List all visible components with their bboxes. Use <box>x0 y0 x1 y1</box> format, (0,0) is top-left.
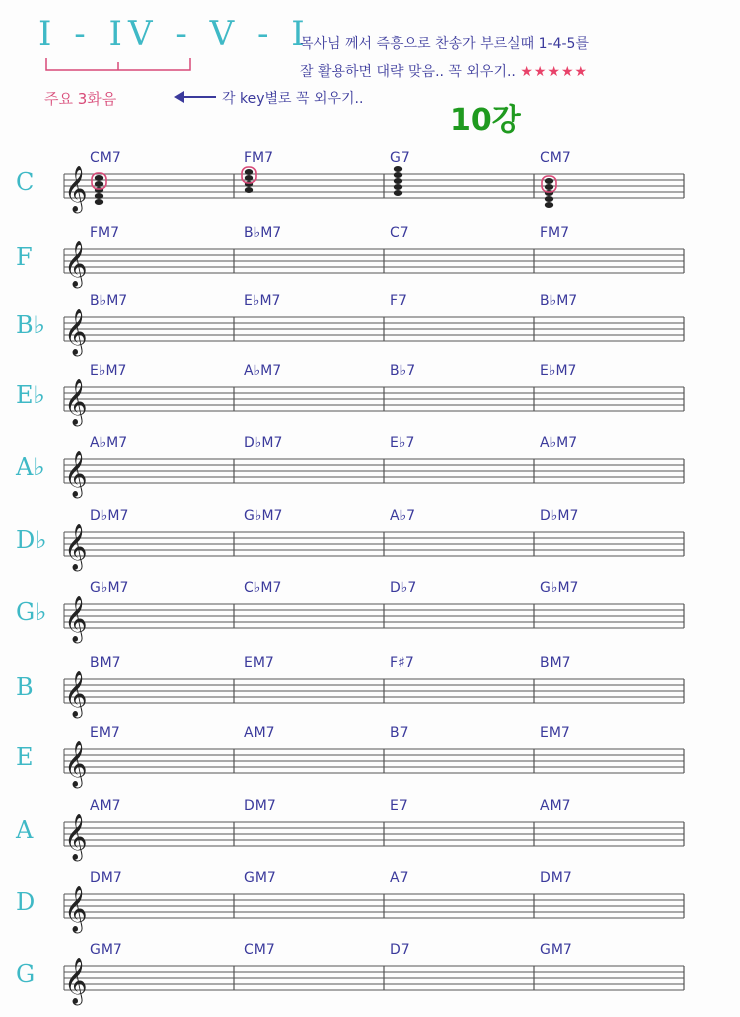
chord-symbol: A7 <box>390 870 409 886</box>
treble-clef-icon: 𝄞 <box>64 309 88 355</box>
chord-note <box>545 202 553 208</box>
chord-note <box>545 196 553 202</box>
chord-symbol: A♭M7 <box>540 435 578 451</box>
chord-symbol: D♭M7 <box>540 508 579 524</box>
chord-note <box>394 172 402 178</box>
chord-note <box>95 175 103 181</box>
chord-symbol: G7 <box>390 150 410 166</box>
key-label: G <box>16 960 36 988</box>
chord-note <box>394 166 402 172</box>
chord-symbol: F♯7 <box>390 655 414 671</box>
main-triads-label: 주요 3화음 <box>44 90 117 108</box>
key-label: E♭ <box>16 381 45 409</box>
chord-symbol: CM7 <box>540 150 571 166</box>
staff-row <box>0 150 740 220</box>
chord-symbol: G♭M7 <box>244 508 283 524</box>
key-label: D♭ <box>16 526 47 554</box>
chord-symbol: G♭M7 <box>90 580 129 596</box>
chord-symbol: FM7 <box>540 225 570 241</box>
key-label: F <box>16 243 33 271</box>
key-label: D <box>16 888 36 916</box>
chord-symbol: AM7 <box>90 798 121 814</box>
chord-symbol: AM7 <box>540 798 571 814</box>
chord-symbol: F7 <box>390 293 407 309</box>
chord-symbol: EM7 <box>540 725 570 741</box>
staff-row <box>0 363 740 433</box>
chord-symbol: C7 <box>390 225 409 241</box>
chord-note <box>545 184 553 190</box>
chord-symbol: DM7 <box>244 798 276 814</box>
chord-symbol: D♭M7 <box>90 508 129 524</box>
treble-clef-icon: 𝄞 <box>64 741 88 787</box>
chord-symbol: D7 <box>390 942 410 958</box>
key-label: C <box>16 168 35 196</box>
chord-note <box>245 187 253 193</box>
chord-symbol: E♭7 <box>390 435 415 451</box>
chord-symbol: A♭M7 <box>244 363 282 379</box>
chord-symbol: E♭M7 <box>244 293 281 309</box>
staff-row <box>0 798 740 868</box>
treble-clef-icon: 𝄞 <box>64 451 88 497</box>
instruction-note <box>300 30 720 86</box>
staff-row <box>0 942 740 1012</box>
chord-note <box>95 181 103 187</box>
memo-label: 각 key별로 꼭 외우기.. <box>222 91 364 107</box>
key-label: B <box>16 673 34 701</box>
bracket-mark <box>44 56 194 76</box>
chord-symbol: CM7 <box>244 942 275 958</box>
chord-symbol: D♭M7 <box>244 435 283 451</box>
chord-note <box>95 199 103 205</box>
stars-rating: ★★★★★ <box>520 64 589 80</box>
treble-clef-icon: 𝄞 <box>64 166 88 212</box>
key-label: E <box>16 743 34 771</box>
chord-symbol: B♭M7 <box>244 225 282 241</box>
staff-row <box>0 293 740 363</box>
note-line-1: 목사님 께서 즉흥으로 찬송가 부르실때 1-4-5를 <box>300 36 589 52</box>
lecture-number: 10강 <box>450 103 521 138</box>
chord-note <box>245 175 253 181</box>
key-label: A <box>16 816 34 844</box>
chord-symbol: E♭M7 <box>90 363 127 379</box>
staff-row <box>0 725 740 795</box>
chord-note <box>394 178 402 184</box>
chord-note <box>394 184 402 190</box>
staff-row <box>0 225 740 295</box>
key-label: B♭ <box>16 311 45 339</box>
chord-symbol: D♭7 <box>390 580 417 596</box>
chord-symbol: A♭7 <box>390 508 416 524</box>
chord-note <box>545 178 553 184</box>
chord-note <box>245 169 253 175</box>
key-label: G♭ <box>16 598 47 626</box>
staff-row <box>0 580 740 650</box>
staff-row <box>0 435 740 505</box>
chord-symbol: GM7 <box>90 942 122 958</box>
treble-clef-icon: 𝄞 <box>64 814 88 860</box>
chord-symbol: BM7 <box>540 655 571 671</box>
chord-symbol: E♭M7 <box>540 363 577 379</box>
treble-clef-icon: 𝄞 <box>64 671 88 717</box>
chord-symbol: AM7 <box>244 725 275 741</box>
treble-clef-icon: 𝄞 <box>64 886 88 932</box>
chord-symbol: DM7 <box>90 870 122 886</box>
treble-clef-icon: 𝄞 <box>64 379 88 425</box>
chord-note <box>394 190 402 196</box>
chord-symbol: B♭M7 <box>540 293 578 309</box>
chord-symbol: BM7 <box>90 655 121 671</box>
note-line-2 <box>300 58 720 86</box>
chord-symbol: G♭M7 <box>540 580 579 596</box>
key-label: A♭ <box>16 453 45 481</box>
chord-symbol: GM7 <box>244 870 276 886</box>
treble-clef-icon: 𝄞 <box>64 241 88 287</box>
treble-clef-icon: 𝄞 <box>64 524 88 570</box>
treble-clef-icon: 𝄞 <box>64 958 88 1004</box>
note-line-2-text: 잘 활용하면 대략 맞음.. 꼭 외우기.. <box>300 64 516 80</box>
staff-row <box>0 870 740 940</box>
chord-symbol: C♭M7 <box>244 580 282 596</box>
staff-row <box>0 508 740 578</box>
chord-symbol: FM7 <box>244 150 274 166</box>
chord-symbol: EM7 <box>90 725 120 741</box>
chord-symbol: DM7 <box>540 870 572 886</box>
staff-row <box>0 655 740 725</box>
chord-symbol: B♭M7 <box>90 293 128 309</box>
treble-clef-icon: 𝄞 <box>64 596 88 642</box>
chord-symbol: CM7 <box>90 150 121 166</box>
chord-symbol: B♭7 <box>390 363 416 379</box>
chord-symbol: FM7 <box>90 225 120 241</box>
chord-note <box>95 193 103 199</box>
chord-symbol: GM7 <box>540 942 572 958</box>
chord-symbol: A♭M7 <box>90 435 128 451</box>
chord-symbol: E7 <box>390 798 408 814</box>
chord-symbol: B7 <box>390 725 409 741</box>
progression-title: I - IV - V - I <box>38 14 311 54</box>
arrow-left-icon <box>172 90 218 104</box>
chord-symbol: EM7 <box>244 655 274 671</box>
